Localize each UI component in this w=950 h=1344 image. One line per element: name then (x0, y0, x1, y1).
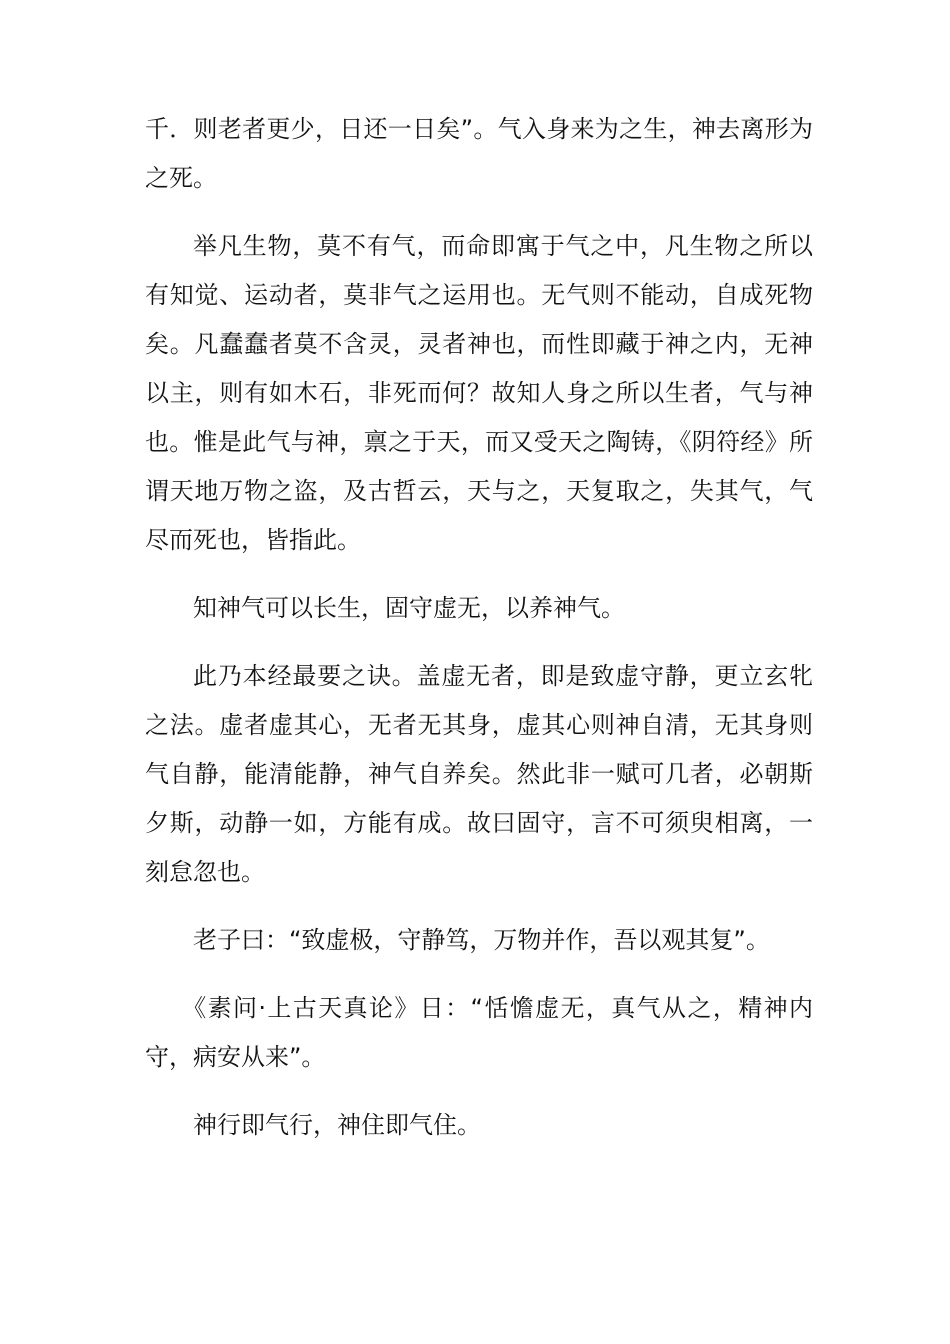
paragraph-1: 千．则老者更少，日还一日矣”。气入身来为之生，神去离形为之死。 (145, 115, 813, 192)
document-body (145, 105, 813, 1169)
paragraph-5: 老子曰：“致虚极，守静笃，万物并作，吾以观其复”。 (193, 926, 770, 954)
paragraph-3: 知神气可以长生，固守虚无，以养神气。 (193, 594, 625, 622)
paragraph-6: 《素问·上古天真论》日：“恬憺虚无，真气从之，精神内守，病安从来”。 (145, 994, 813, 1071)
paragraph-7: 神行即气行，神住即气住。 (193, 1111, 481, 1139)
paragraph-4: 此乃本经最要之诀。盖虚无者，即是致虚守静，更立玄牝之法。虚者虚其心，无者无其身，虚其心则神自清，无其身则气自静，能清能静，神气自养矣。然此非一赋可几者，必朝斯夕斯，动静一如，方能有成。故曰固守，言不可须臾相离，一刻怠忽也。 (145, 662, 813, 886)
paragraph-2: 举凡生物，莫不有气，而命即寓于气之中，凡生物之所以有知觉、运动者，莫非气之运用也。无气则不能动，自成死物矣。凡蠢蠢者莫不含灵，灵者神也，而性即藏于神之内，无神以主，则有如木石，非死而何？故知人身之所以生者，气与神也。惟是此气与神，禀之于天，而又受天之陶铸，《阴符经》所谓天地万物之盗，及古哲云，天与之，天复取之，失其气，气尽而死也，皆指此。 (145, 232, 813, 554)
